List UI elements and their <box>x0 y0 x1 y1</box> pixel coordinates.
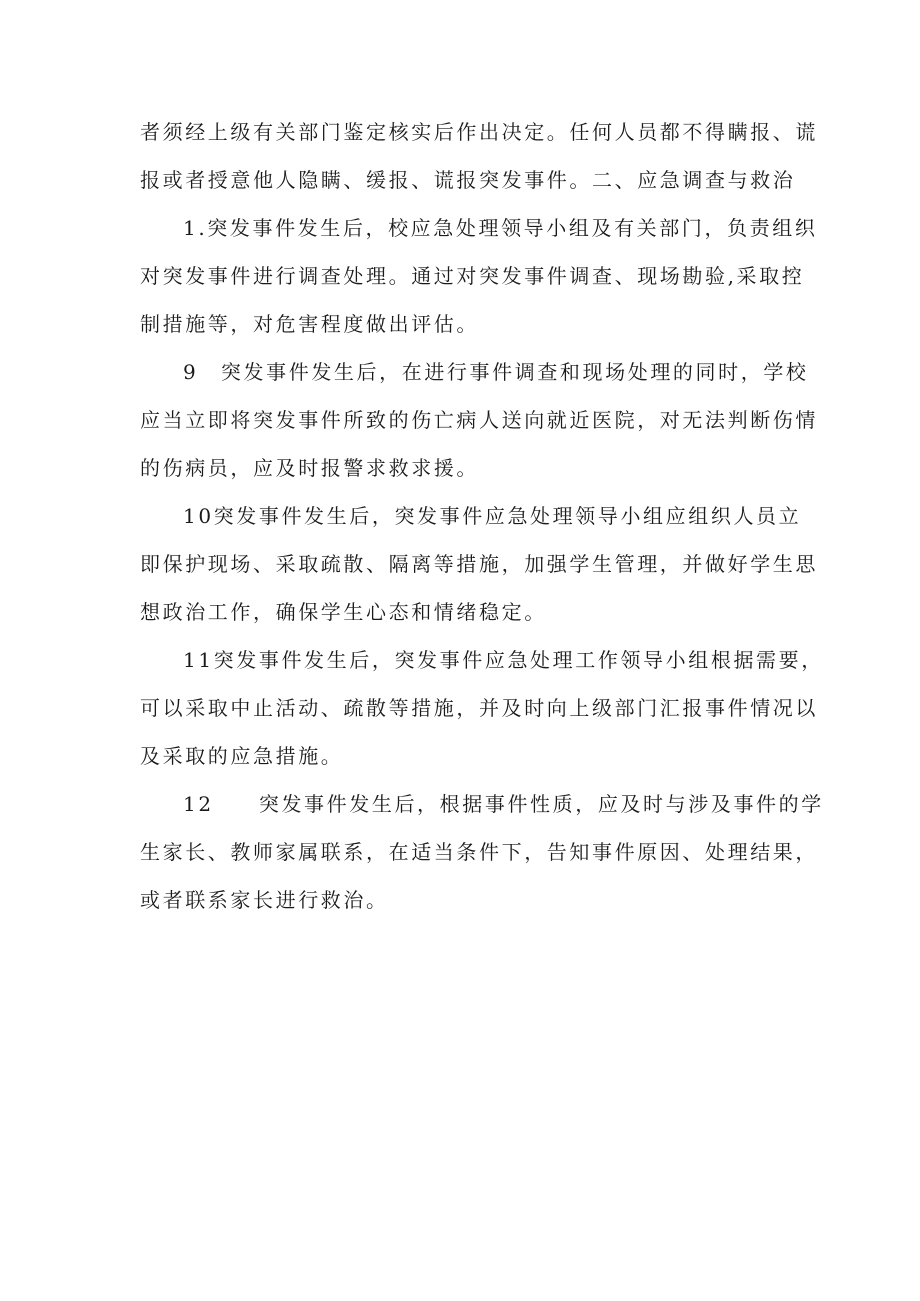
text-line: 制措施等，对危害程度做出评估。 <box>140 312 479 336</box>
text-line: 及采取的应急措施。 <box>140 744 344 768</box>
text-line: 10突发事件发生后，突发事件应急处理领导小组应组织人员立 <box>183 504 802 528</box>
text-line: 9 突发事件发生后，在进行事件调查和现场处理的同时，学校 <box>183 360 809 384</box>
text-line: 或者联系家长进行救治。 <box>140 888 389 912</box>
text-line: 应当立即将突发事件所致的伤亡病人送向就近医院，对无法判断伤情 <box>140 408 818 432</box>
text-line: 的伤病员，应及时报警求救求援。 <box>140 456 479 480</box>
text-line: 11突发事件发生后，突发事件应急处理工作领导小组根据需要， <box>183 648 824 672</box>
text-line: 12 突发事件发生后，根据事件性质，应及时与涉及事件的学 <box>183 792 824 816</box>
text-line: 对突发事件进行调查处理。通过对突发事件调查、现场勘验,采取控 <box>140 264 805 288</box>
text-line: 即保护现场、采取疏散、隔离等措施，加强学生管理，并做好学生思 <box>140 552 818 576</box>
text-line: 可以采取中止活动、疏散等措施，并及时向上级部门汇报事件情况以 <box>140 696 818 720</box>
text-line: 生家长、教师家属联系，在适当条件下，告知事件原因、处理结果， <box>140 840 818 864</box>
text-line: 1.突发事件发生后，校应急处理领导小组及有关部门，负责组织 <box>183 216 818 240</box>
text-line: 报或者授意他人隐瞒、缓报、谎报突发事件。二、应急调查与救治 <box>140 168 796 192</box>
text-line: 想政治工作，确保学生心态和情绪稳定。 <box>140 600 547 624</box>
text-line: 者须经上级有关部门鉴定核实后作出决定。任何人员都不得瞒报、谎 <box>140 120 818 144</box>
